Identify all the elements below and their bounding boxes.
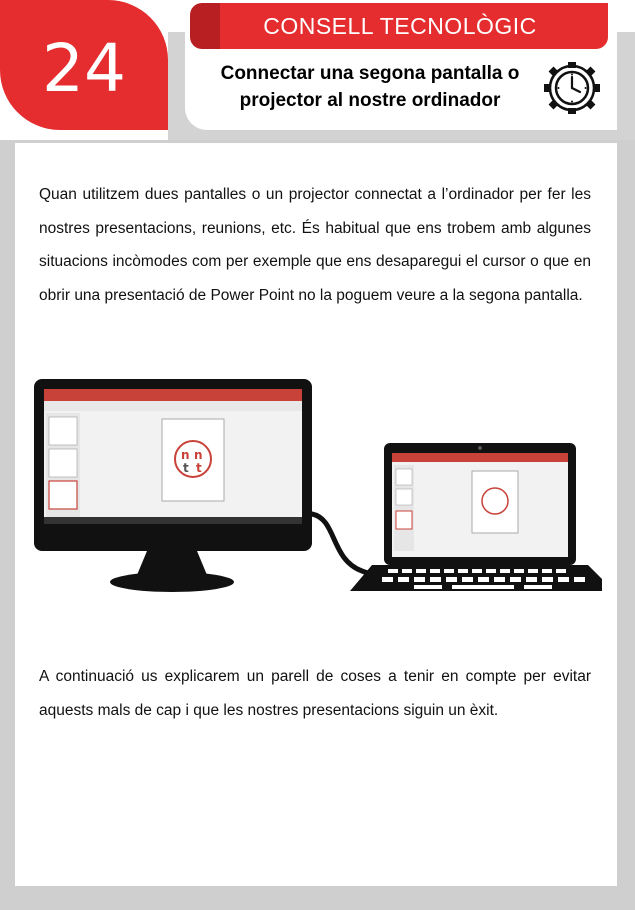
header: [0, 0, 635, 140]
logo-letter-1: n: [181, 448, 190, 462]
page-subtitle: [200, 60, 540, 114]
closing-paragraph: A continuació us explicarem un parell de coses a tenir en compte per evitar aquests mals de cap i que les nostres presentacions siguin un èxit.: [39, 668, 591, 719]
intro-paragraph: Quan utilitzem dues pantalles o un projector connectat a l’ordinador per fer les nostres presentacions, reunions, etc. És habitual que ens trobem amb algunes situacions incòmodes com per exemple que ens desaparegui el cursor o que en obrir una presentació de Power Point no la poguem veure a la segona pantalla.: [39, 186, 591, 304]
logo-letter-2: n: [194, 448, 203, 462]
content-panel: [15, 143, 617, 886]
tip-number: 24: [42, 30, 126, 107]
logo-letter-4: t: [196, 461, 202, 475]
banner-bar: [192, 3, 608, 49]
banner-title: CONSELL TECNOLÒGIC: [263, 13, 537, 39]
number-badge: [0, 0, 168, 130]
subtitle-line-2: projector al nostre ordinador: [239, 90, 501, 111]
monitor-laptop-illustration: [32, 379, 602, 599]
subtitle-line-1: Connectar una segona pantalla o: [220, 63, 520, 84]
logo-letter-3: t: [183, 461, 189, 475]
gear-clock-icon: [540, 60, 604, 116]
